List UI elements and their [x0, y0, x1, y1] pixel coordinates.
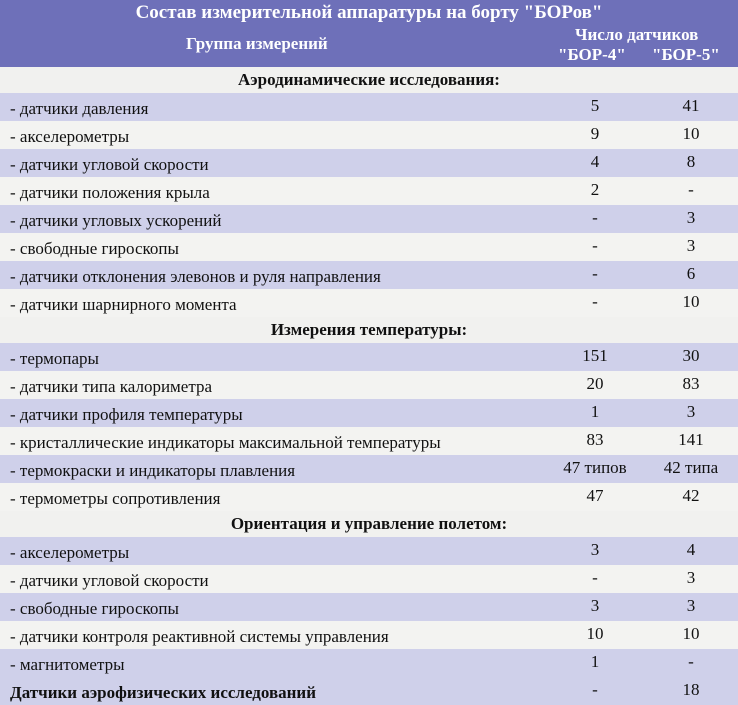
- row-value-bor5: 30: [682, 346, 700, 365]
- column-header-count: Число датчиков: [575, 25, 699, 44]
- row-value-bor5: 18: [682, 680, 700, 699]
- final-row: [0, 677, 738, 705]
- table-row: [0, 565, 738, 593]
- table-row: [0, 593, 738, 621]
- table-row: [0, 399, 738, 427]
- table-row: [0, 205, 738, 233]
- row-value-bor4: -: [592, 236, 598, 255]
- row-value-bor4: 10: [586, 624, 604, 643]
- row-label: - термокраски и индикаторы плавления: [10, 461, 296, 480]
- row-value-bor5: 3: [686, 208, 696, 227]
- row-label: - термопары: [10, 349, 99, 368]
- table-row: [0, 121, 738, 149]
- table-row: [0, 649, 738, 677]
- table-row: [0, 537, 738, 565]
- row-value-bor4: 83: [586, 430, 604, 449]
- section-header: [0, 317, 738, 343]
- row-value-bor5: 6: [686, 264, 696, 283]
- row-label: - датчики профиля температуры: [10, 405, 243, 424]
- row-value-bor5: 8: [686, 152, 696, 171]
- row-value-bor5: 41: [682, 96, 700, 115]
- row-label: - магнитометры: [10, 655, 125, 674]
- row-label: - датчики положения крыла: [10, 183, 210, 202]
- table-body: [0, 67, 738, 705]
- row-value-bor5: -: [688, 652, 694, 671]
- row-label: - датчики типа калориметра: [10, 377, 213, 396]
- row-value-bor4: 9: [590, 124, 600, 143]
- section-header: [0, 511, 738, 537]
- row-value-bor4: 3: [590, 596, 600, 615]
- table-row: [0, 621, 738, 649]
- column-header-bor4: "БОР-4": [558, 45, 626, 64]
- row-label: - термометры сопротивления: [10, 489, 221, 508]
- table-row: [0, 261, 738, 289]
- table-row: [0, 371, 738, 399]
- row-label: - датчики шарнирного момента: [10, 295, 237, 314]
- section-title: Измерения температуры:: [270, 320, 468, 339]
- row-value-bor4: 4: [590, 152, 600, 171]
- table-row: [0, 343, 738, 371]
- row-label: - датчики угловой скорости: [10, 571, 209, 590]
- row-label: - датчики угловых ускорений: [10, 211, 222, 230]
- row-label: - датчики давления: [10, 99, 149, 118]
- row-label: - акселерометры: [10, 543, 130, 562]
- column-header-group: Группа измерений: [186, 34, 328, 53]
- row-value-bor4: 5: [590, 96, 600, 115]
- table-title: Состав измерительной аппаратуры на борту "БОРов": [135, 2, 603, 23]
- row-value-bor5: 4: [686, 540, 696, 559]
- row-value-bor4: -: [592, 208, 598, 227]
- table-row: [0, 455, 738, 483]
- section-title: Ориентация и управление полетом:: [230, 514, 508, 533]
- row-value-bor4: 47 типов: [563, 458, 627, 477]
- row-value-bor4: 2: [590, 180, 600, 199]
- row-value-bor5: 42: [682, 486, 700, 505]
- table-header: [0, 0, 738, 67]
- section-title: Аэродинамические исследования:: [238, 70, 500, 89]
- row-value-bor5: 10: [682, 292, 700, 311]
- table-row: [0, 233, 738, 261]
- column-header-bor5: "БОР-5": [652, 45, 720, 64]
- row-value-bor4: 1: [590, 652, 600, 671]
- row-value-bor4: 3: [590, 540, 600, 559]
- row-value-bor4: 20: [586, 374, 604, 393]
- row-value-bor5: 42 типа: [663, 458, 719, 477]
- row-value-bor4: 1: [590, 402, 600, 421]
- row-value-bor4: -: [592, 680, 598, 699]
- row-value-bor4: 151: [582, 346, 608, 365]
- row-value-bor5: 83: [682, 374, 700, 393]
- row-value-bor5: 3: [686, 236, 696, 255]
- row-label: - акселерометры: [10, 127, 130, 146]
- row-value-bor5: 10: [682, 624, 700, 643]
- row-value-bor4: -: [592, 292, 598, 311]
- row-label: - кристаллические индикаторы максимальной температуры: [10, 433, 441, 452]
- row-value-bor5: 3: [686, 596, 696, 615]
- row-value-bor5: 141: [678, 430, 704, 449]
- row-value-bor4: 47: [586, 486, 604, 505]
- row-label: Датчики аэрофизических исследований: [10, 683, 317, 702]
- row-value-bor5: 3: [686, 402, 696, 421]
- table-row: [0, 149, 738, 177]
- table-row: [0, 427, 738, 455]
- row-label: - датчики угловой скорости: [10, 155, 209, 174]
- row-label: - свободные гироскопы: [10, 599, 179, 618]
- table-row: [0, 177, 738, 205]
- row-value-bor5: 3: [686, 568, 696, 587]
- row-value-bor4: -: [592, 264, 598, 283]
- row-value-bor5: 10: [682, 124, 700, 143]
- table-row: [0, 289, 738, 317]
- row-label: - свободные гироскопы: [10, 239, 179, 258]
- table-row: [0, 483, 738, 511]
- row-value-bor4: -: [592, 568, 598, 587]
- table-row: [0, 93, 738, 121]
- row-value-bor5: -: [688, 180, 694, 199]
- section-header: [0, 67, 738, 93]
- row-label: - датчики отклонения элевонов и руля направления: [10, 267, 381, 286]
- row-label: - датчики контроля реактивной системы управления: [10, 627, 389, 646]
